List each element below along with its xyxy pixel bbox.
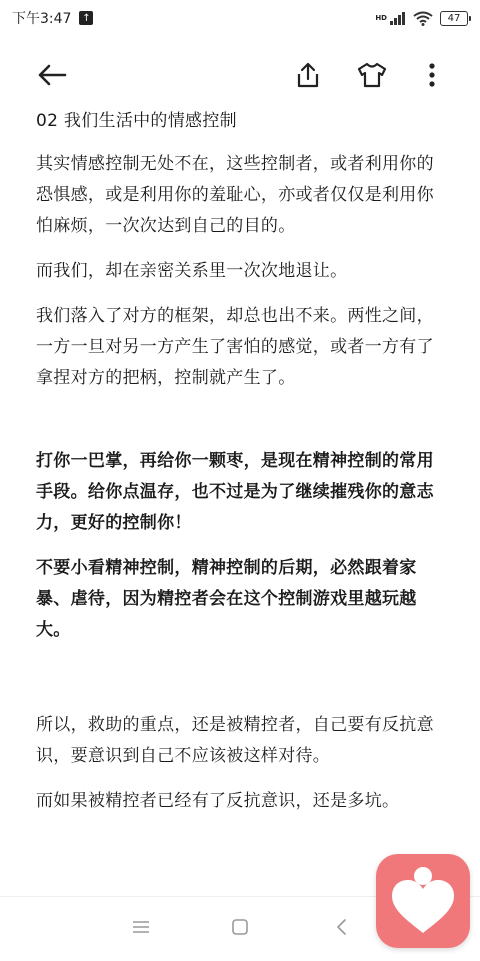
status-time: 下午3:47	[12, 11, 72, 27]
article-paragraph: 而如果被精控者已经有了反抗意识，还是多坑。	[36, 791, 400, 811]
recent-apps-button[interactable]	[126, 915, 156, 939]
wifi-icon	[413, 11, 433, 26]
nav-back-button[interactable]	[326, 915, 356, 939]
home-square-icon	[232, 919, 248, 935]
article-paragraph: 其实情感控制无处不在，这些控制者，或者利用你的恐惧感，或是利用你的羞耻心，亦或者仅仅是利用你怕麻烦，一次次达到自己的目的。	[36, 154, 434, 236]
arrow-left-icon	[37, 64, 67, 86]
back-chevron-icon	[335, 918, 347, 936]
more-vertical-icon	[428, 63, 436, 87]
article-bold-paragraph: 不要小看精神控制，精神控制的后期，必然跟着家暴、虐待，因为精控者会在这个控制游戏里越玩越大。	[36, 558, 417, 640]
more-button[interactable]	[416, 50, 448, 100]
home-button[interactable]	[225, 915, 255, 939]
theme-button[interactable]	[350, 50, 394, 100]
battery-indicator: 47	[440, 11, 468, 26]
status-bar	[0, 0, 480, 36]
article-paragraph: 而我们，却在亲密关系里一次次地退让。	[36, 261, 348, 281]
spacer	[36, 660, 446, 710]
upload-notification-icon: ↑	[79, 11, 93, 25]
floating-app-button[interactable]	[376, 854, 470, 948]
signal-icon	[390, 11, 406, 25]
menu-icon	[132, 920, 150, 934]
spacer	[36, 408, 446, 446]
article-paragraph: 所以，救助的重点，还是被精控者，自己要有反抗意识，要意识到自己不应该被这样对待。	[36, 715, 434, 766]
network-type-label: HD	[375, 13, 387, 22]
article-title: 02 我们生活中的情感控制	[36, 111, 237, 131]
share-icon	[295, 61, 321, 89]
article-paragraph: 我们落入了对方的框架，却总也出不来。两性之间，一方一旦对另一方产生了害怕的感觉，或者一方有了拿捏对方的把柄，控制就产生了。	[36, 306, 434, 388]
tshirt-icon	[357, 62, 387, 88]
article-body	[36, 106, 446, 831]
top-toolbar	[0, 50, 480, 100]
share-button[interactable]	[288, 50, 328, 100]
article-bold-paragraph: 打你一巴掌，再给你一颗枣，是现在精神控制的常用手段。给你点温存，也不过是为了继续摧残你的意志力，更好的控制你！	[36, 451, 434, 533]
back-button[interactable]	[30, 50, 74, 100]
heart-person-icon	[388, 865, 458, 937]
